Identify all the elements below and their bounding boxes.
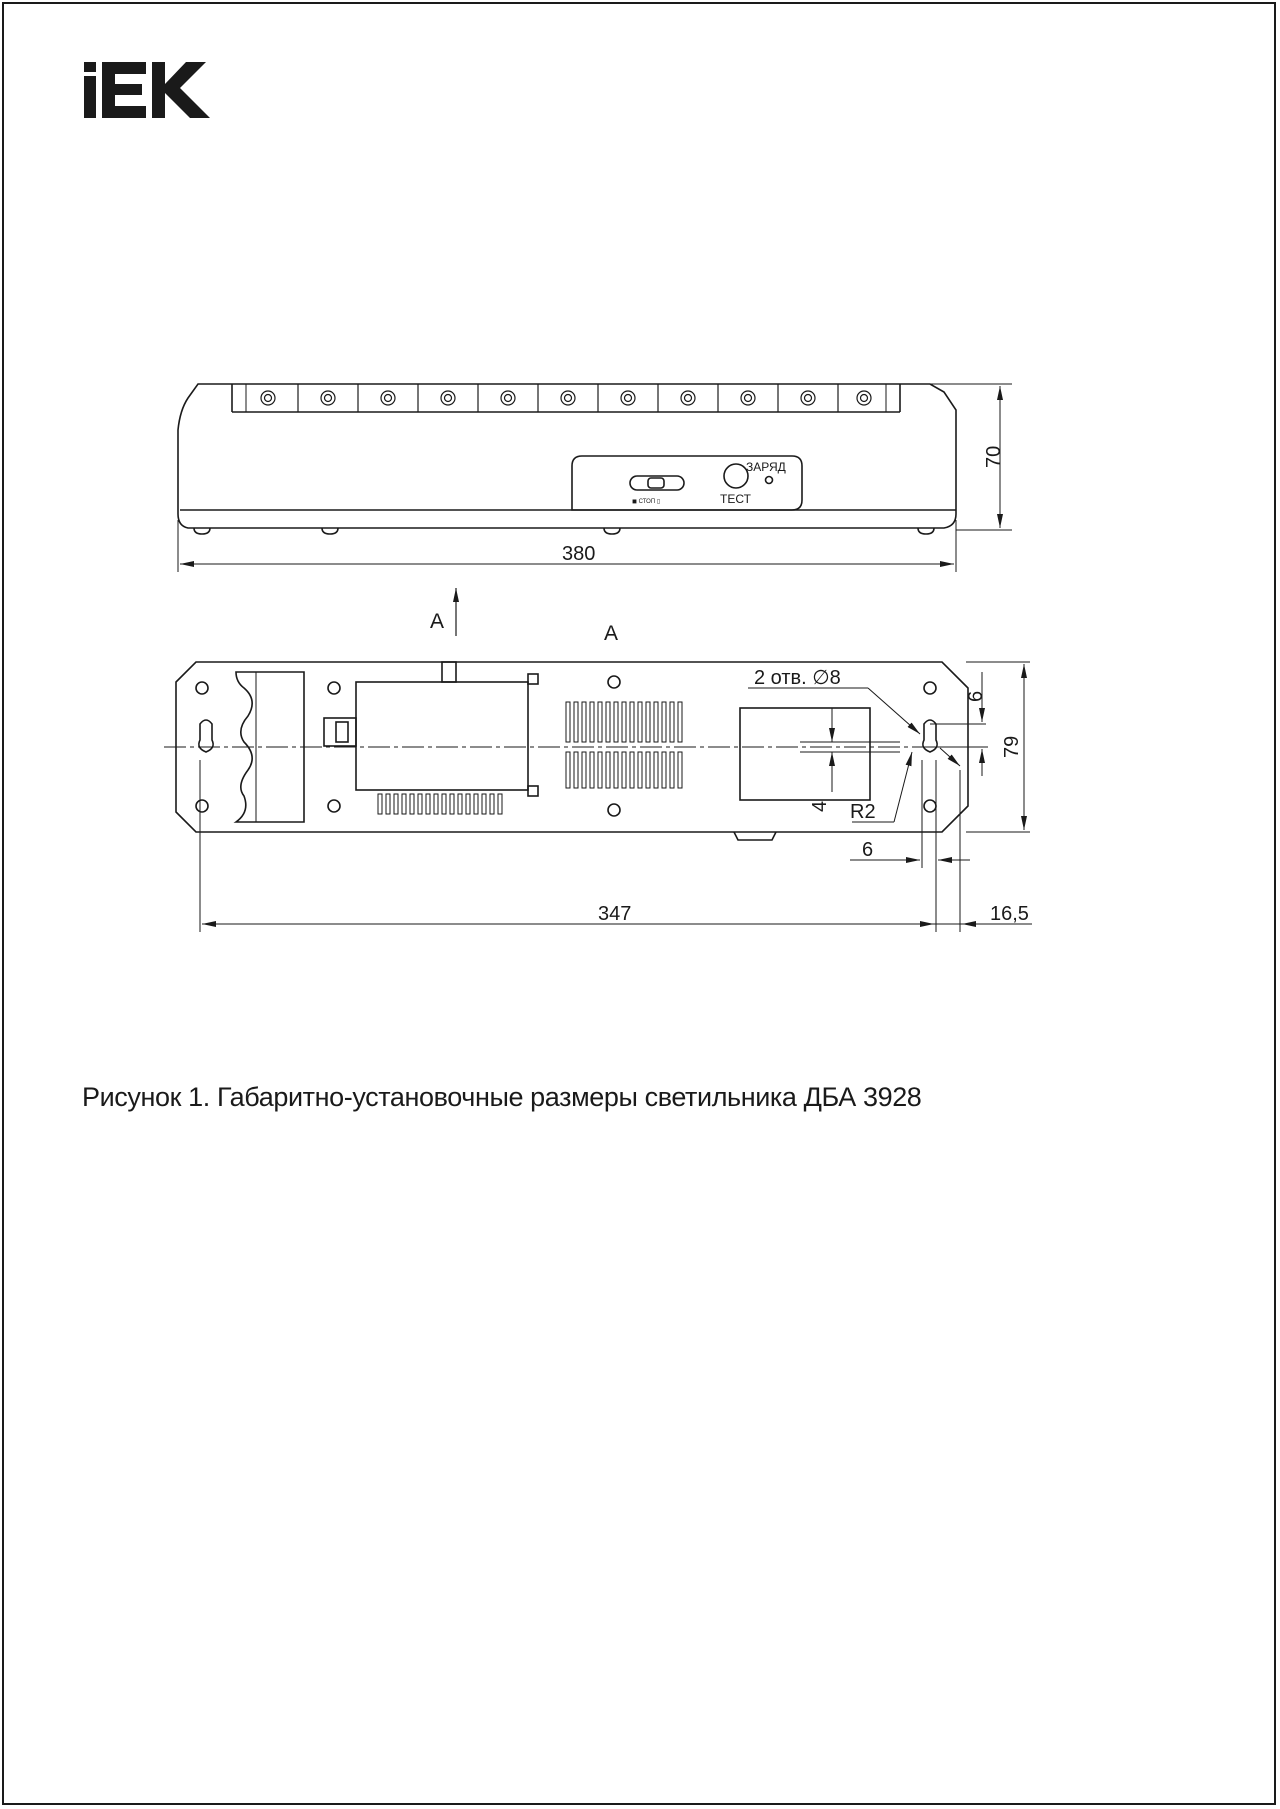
charge-led [766,477,773,484]
section-arrow-label: А [430,610,445,633]
battery-pack [356,682,528,790]
front-housing-outline [178,384,956,528]
dim-6-bottom-label: 6 [862,839,874,861]
vent-slots [378,702,682,814]
vent-slot [582,752,586,788]
vent-slot [566,702,570,742]
vent-slot [662,702,666,742]
vent-slot [654,752,658,788]
battery-slot [442,794,446,814]
battery-slot [498,794,502,814]
vent-slot [598,702,602,742]
dim-r2-label: R2 [850,801,876,823]
lamp-cells [261,384,871,412]
front-view [178,384,956,534]
vent-slot [566,752,570,788]
battery-slot [418,794,422,814]
holes-note: 2 отв. ∅8 [754,667,841,689]
vent-slot [582,702,586,742]
vent-slot [574,702,578,742]
battery-slot [410,794,414,814]
battery-slot [394,794,398,814]
battery-slot [450,794,454,814]
battery-slot [474,794,478,814]
vent-slot [606,702,610,742]
front-charge-label: ЗАРЯД [746,460,786,474]
dim-6-top-label: 6 [965,690,987,702]
front-switch-marking: ◼ СТОП ▯ [632,499,661,505]
vent-slot [646,702,650,742]
battery-slot [426,794,430,814]
dim-380-label: 380 [562,543,596,565]
vent-slot [638,752,642,788]
battery-slot [466,794,470,814]
vent-slot [678,752,682,788]
figure-caption: Рисунок 1. Габаритно-установочные размеры светильника ДБА 3928 [82,1082,922,1112]
battery-slot [378,794,382,814]
battery-slot [434,794,438,814]
battery-slot [490,794,494,814]
mount-plate [740,708,870,800]
dim-347-label: 347 [598,903,632,925]
vent-slot [678,702,682,742]
vent-slot [670,702,674,742]
vent-slot [630,752,634,788]
dim-79-label: 79 [1001,735,1023,758]
dim-16-5-label: 16,5 [990,903,1029,925]
vent-slot [622,702,626,742]
battery-slot [458,794,462,814]
vent-slot [590,752,594,788]
view-title: А [604,622,619,645]
vent-slot [654,702,658,742]
battery-slot [482,794,486,814]
vent-slot [662,752,666,788]
battery-slot [402,794,406,814]
vent-slot [606,752,610,788]
bottom-tab [734,832,776,840]
vent-slot [630,702,634,742]
vent-slot [574,752,578,788]
dim-4-label: 4 [809,800,831,812]
front-test-label: ТЕСТ [720,492,751,506]
vent-slot [598,752,602,788]
vent-slot [622,752,626,788]
vent-slot [590,702,594,742]
vent-slot [670,752,674,788]
dim-70-label: 70 [983,445,1005,468]
vent-slot [614,752,618,788]
vent-slot [614,702,618,742]
test-button [724,464,748,488]
battery-slot [386,794,390,814]
vent-slot [638,702,642,742]
vent-slot [646,752,650,788]
